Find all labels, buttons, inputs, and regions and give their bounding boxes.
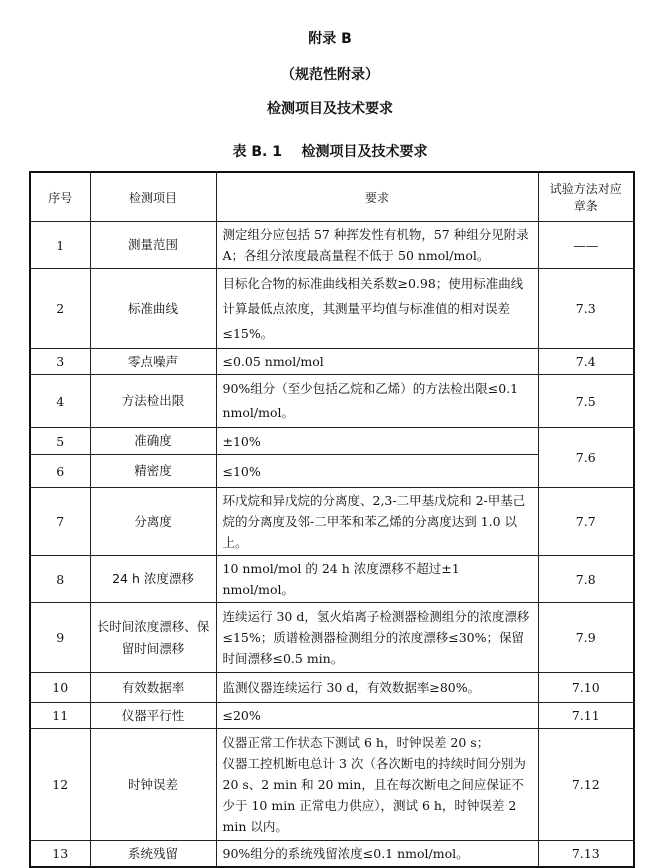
table-row: [30, 603, 634, 673]
row-requirement-line-1: 仪器正常工作状态下测试 6 h，时钟误差 20 s；: [222, 735, 490, 750]
row-clause: 7.9: [538, 603, 634, 673]
column-header-requirement: 要求: [216, 172, 538, 222]
table-header-row: [30, 172, 634, 222]
table-row: [30, 269, 634, 349]
requirements-table: [29, 171, 635, 868]
table-row: [30, 556, 634, 603]
row-clause: 7.12: [538, 729, 634, 841]
column-header-item: 检测项目: [90, 172, 216, 222]
row-number: 9: [30, 603, 90, 673]
row-number: 5: [30, 428, 90, 455]
row-number: 6: [30, 455, 90, 488]
table-row: [30, 375, 634, 428]
row-number: 4: [30, 375, 90, 428]
row-requirement: ≤20%: [216, 703, 538, 729]
row-requirement-line-2: 仪器工控机断电总计 3 次（各次断电的持续时间分别为 20 s、2 min 和 20 min，且在每次断电之间应保证不少于 10 min 正常电力供应），测试 6 h，时钟误差 2 min 以内。: [222, 756, 526, 834]
row-item: 测量范围: [90, 222, 216, 269]
row-item: 准确度: [90, 428, 216, 455]
row-number: 11: [30, 703, 90, 729]
row-requirement: [216, 729, 538, 841]
row-number: 2: [30, 269, 90, 349]
row-item: 精密度: [90, 455, 216, 488]
section-title: 检测项目及技术要求: [267, 101, 393, 117]
table-row: [30, 488, 634, 556]
table-caption: 表 B. 1 检测项目及技术要求: [232, 144, 428, 160]
row-number: 10: [30, 673, 90, 703]
row-item: 方法检出限: [90, 375, 216, 428]
table-row: [30, 703, 634, 729]
row-item: 系统残留: [90, 841, 216, 868]
row-clause: ——: [538, 222, 634, 269]
table-row: [30, 729, 634, 841]
row-item: 标准曲线: [90, 269, 216, 349]
row-number: 13: [30, 841, 90, 868]
row-requirement: 90%组分的系统残留浓度≤0.1 nmol/mol。: [216, 841, 538, 868]
row-item: 24 h 浓度漂移: [90, 556, 216, 603]
row-requirement: 测定组分应包括 57 种挥发性有机物，57 种组分见附录 A；各组分浓度最高量程不低于 50 nmol/mol。: [216, 222, 538, 269]
appendix-title: 附录 B: [308, 31, 352, 47]
row-requirement: ≤10%: [216, 455, 538, 488]
row-item: 时钟误差: [90, 729, 216, 841]
table-row: [30, 349, 634, 375]
table-row: [30, 222, 634, 269]
row-number: 12: [30, 729, 90, 841]
row-clause: 7.3: [538, 269, 634, 349]
row-requirement: 目标化合物的标准曲线相关系数≥0.98；使用标准曲线计算最低点浓度，其测量平均值与标准值的相对误差≤15%。: [216, 269, 538, 349]
row-item: 有效数据率: [90, 673, 216, 703]
column-header-no: 序号: [30, 172, 90, 222]
row-item: 仪器平行性: [90, 703, 216, 729]
row-clause: 7.4: [538, 349, 634, 375]
row-number: 1: [30, 222, 90, 269]
row-clause: 7.8: [538, 556, 634, 603]
row-clause: 7.13: [538, 841, 634, 868]
row-item: 零点噪声: [90, 349, 216, 375]
row-requirement: 连续运行 30 d，氢火焰离子检测器检测组分的浓度漂移≤15%；质谱检测器检测组分的浓度漂移≤30%；保留时间漂移≤0.5 min。: [216, 603, 538, 673]
row-number: 3: [30, 349, 90, 375]
row-item: 分离度: [90, 488, 216, 556]
row-clause: 7.6: [538, 428, 634, 488]
row-clause: 7.5: [538, 375, 634, 428]
row-requirement: 10 nmol/mol 的 24 h 浓度漂移不超过±1 nmol/mol。: [216, 556, 538, 603]
appendix-type: （规范性附录）: [281, 67, 379, 83]
table-row: [30, 673, 634, 703]
row-clause: 7.7: [538, 488, 634, 556]
row-clause: 7.10: [538, 673, 634, 703]
column-header-clause: 试验方法对应章条: [538, 172, 634, 222]
row-requirement: 监测仪器连续运行 30 d，有效数据率≥80%。: [216, 673, 538, 703]
row-requirement: 环戊烷和异戊烷的分离度、2,3-二甲基戊烷和 2-甲基己烷的分离度及邻-二甲苯和苯乙烯的分离度达到 1.0 以上。: [216, 488, 538, 556]
row-requirement: 90%组分（至少包括乙烷和乙烯）的方法检出限≤0.1 nmol/mol。: [216, 375, 538, 428]
row-number: 7: [30, 488, 90, 556]
row-clause: 7.11: [538, 703, 634, 729]
row-requirement: ±10%: [216, 428, 538, 455]
row-requirement: ≤0.05 nmol/mol: [216, 349, 538, 375]
table-row: [30, 428, 634, 455]
row-number: 8: [30, 556, 90, 603]
row-item: 长时间浓度漂移、保留时间漂移: [90, 603, 216, 673]
